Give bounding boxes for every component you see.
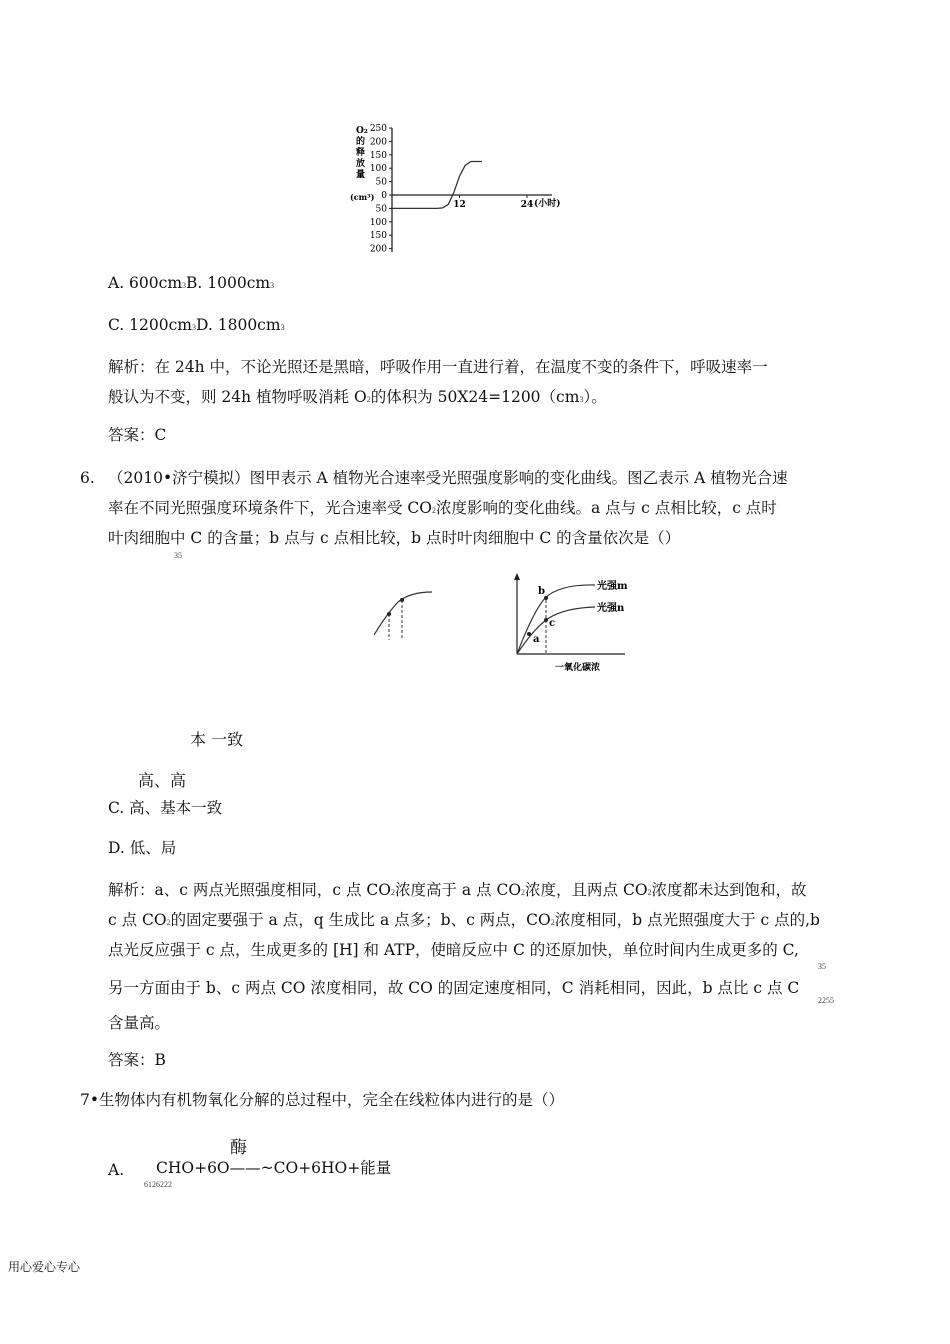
x-tick-label: 12 bbox=[453, 200, 466, 210]
q6-stem-line-1: （2010•济宁模拟）图甲表示 A 植物光合速率受光照强度影响的变化曲线。图乙表示 A 植物光合速 bbox=[108, 469, 788, 487]
y-title-char: O₂ bbox=[356, 126, 368, 136]
q6-analysis-1a: 解析：a、c 两点光照强度相同，c 点 CO bbox=[108, 881, 391, 899]
q6-analysis-1d: 浓度都未达到饱和，故 bbox=[651, 881, 807, 899]
yi-label-n: 光强n bbox=[597, 603, 625, 614]
y-tick-label: 0 bbox=[381, 191, 387, 201]
q7-option-a-subscripts: 6126222 bbox=[144, 1180, 172, 1189]
q6-stem-line-2a: 率在不同光照强度环境条件下，光合速率受 CO bbox=[108, 499, 432, 517]
y-tick-label: 50 bbox=[375, 204, 387, 215]
y-tick-label: 250 bbox=[369, 124, 387, 134]
q6-analysis-sub: 2 bbox=[166, 918, 171, 927]
y-tick-label: 200 bbox=[369, 137, 387, 148]
q5-analysis-line-2a: 般认为不变，则 24h 植物呼吸消耗 O bbox=[108, 388, 367, 406]
q5-option-c: C. 1200cm bbox=[108, 316, 192, 334]
q6-option-d: D. 低、局 bbox=[108, 839, 177, 857]
x-tick-label: 24 bbox=[520, 200, 534, 210]
q6-stray-label: 35 bbox=[174, 551, 182, 560]
q6-analysis-2c: 浓度相同，b 点光照强度大于 c 点的,b bbox=[554, 911, 820, 929]
q5-answer: 答案：C bbox=[108, 426, 167, 444]
q6-option-c: C. 高、基本一致 bbox=[108, 799, 223, 817]
y-title-char: 放 bbox=[356, 159, 366, 169]
q5-analysis-line-1: 解析：在 24h 中，不论光照还是黑暗，呼吸作用一直进行着，在温度不变的条件下，呼吸速率一 bbox=[108, 358, 768, 376]
q6-stem-sub-co2: 2 bbox=[432, 506, 436, 515]
y-tick-label: 150 bbox=[369, 150, 387, 161]
q7-option-a-equation: CHO+6O——~CO+6HO+能量 bbox=[156, 1159, 392, 1177]
q5-option-d-sub: 3 bbox=[280, 323, 285, 332]
yi-curve-m bbox=[517, 585, 595, 654]
yi-point-a bbox=[527, 632, 531, 636]
page-footer: 用心爱心专心 bbox=[8, 1260, 81, 1274]
figure-yi-co2-curves bbox=[505, 572, 645, 672]
q6-answer: 答案：B bbox=[108, 1051, 166, 1069]
x-unit-label: (小时) bbox=[534, 199, 561, 209]
yi-x-label: 一氧化碳浓 bbox=[555, 663, 601, 672]
yi-y-arrow-icon bbox=[514, 573, 520, 580]
q5-analysis-sub-o2: 2 bbox=[366, 395, 371, 404]
y-title-char: 量 bbox=[356, 170, 366, 180]
q6-analysis-sub: 2 bbox=[390, 888, 395, 897]
q5-option-d: D. 1800cm bbox=[196, 316, 281, 334]
q6-analysis-sub: 2 bbox=[550, 918, 555, 927]
q7-enzyme-label: 酶 bbox=[230, 1138, 247, 1158]
q6-analysis-line-4: 另一方面由于 b、c 两点 CO 浓度相同，故 CO 的固定速度相同，C 消耗相同，因此，b 点比 c 点 C bbox=[108, 979, 800, 997]
q6-side-note-1: 35 bbox=[818, 962, 826, 971]
o2-release-chart bbox=[330, 120, 590, 260]
q5-option-b: B. 1000cm bbox=[186, 274, 271, 292]
q6-number: 6. bbox=[80, 469, 95, 487]
q6-option-fragment-2: 高、高 bbox=[138, 771, 187, 790]
q6-stem-line-3: 叶肉细胞中 C 的含量；b 点与 c 点相比较，b 点时叶肉细胞中 C 的含量依次是（） bbox=[108, 529, 681, 547]
yi-label-a: a bbox=[533, 634, 540, 645]
q7-stem: 7•生物体内有机物氧化分解的总过程中，完全在线粒体内进行的是（） bbox=[80, 1091, 565, 1109]
y-tick-label: 100 bbox=[369, 217, 387, 228]
q6-analysis-2a: c 点 CO bbox=[108, 911, 167, 929]
q6-analysis-1c: 浓度，且两点 CO bbox=[525, 881, 648, 899]
q6-analysis-sub: 2 bbox=[521, 888, 526, 897]
q5-option-a-sub: 3 bbox=[182, 281, 187, 290]
o2-release-series-line bbox=[392, 162, 482, 209]
q7-option-a-label: A. bbox=[108, 1161, 125, 1179]
q6-option-fragment-1: 本 一致 bbox=[190, 730, 244, 749]
q5-analysis-line-2c: ）。 bbox=[583, 388, 607, 406]
q6-analysis-1b: 浓度高于 a 点 CO bbox=[394, 881, 522, 899]
y-unit-label: (cm³) bbox=[350, 192, 375, 202]
yi-curve-n bbox=[517, 607, 595, 654]
y-tick-label: 50 bbox=[375, 177, 387, 188]
q5-option-b-sub: 3 bbox=[270, 281, 275, 290]
yi-label-b: b bbox=[538, 586, 545, 597]
q5-option-a: A. 600cm bbox=[108, 274, 183, 292]
y-tick-label: 150 bbox=[369, 231, 387, 242]
q5-analysis-line-2b: 的体积为 50X24=1200（cm bbox=[370, 388, 580, 406]
y-tick-label: 100 bbox=[369, 164, 387, 175]
yi-label-c: c bbox=[549, 618, 556, 629]
q6-analysis-2b: 的固定要强于 a 点，q 生成比 a 点多；b、c 两点，CO bbox=[170, 911, 551, 929]
q6-analysis-sub: 2 bbox=[647, 888, 652, 897]
q6-analysis-line-3: 点光反应强于 c 点，生成更多的 [H] 和 ATP，使暗反应中 C 的还原加快，单位时间内生成更多的 C, bbox=[108, 941, 799, 959]
y-title-char: 的 bbox=[356, 137, 366, 147]
y-title-char: 释 bbox=[356, 148, 366, 158]
y-tick-label: 200 bbox=[369, 244, 387, 255]
q5-option-c-sub: 3 bbox=[192, 323, 196, 332]
yi-label-m: 光强m bbox=[597, 581, 628, 592]
q6-side-note-2: 2255 bbox=[818, 996, 834, 1005]
q6-stem-line-2b: 浓度影响的变化曲线。a 点与 c 点相比较，c 点时 bbox=[436, 499, 777, 517]
q5-analysis-sub-cm3: 3 bbox=[579, 395, 584, 404]
q6-analysis-line-5: 含量高。 bbox=[108, 1014, 171, 1032]
figure-jia-light-curve bbox=[368, 585, 438, 640]
